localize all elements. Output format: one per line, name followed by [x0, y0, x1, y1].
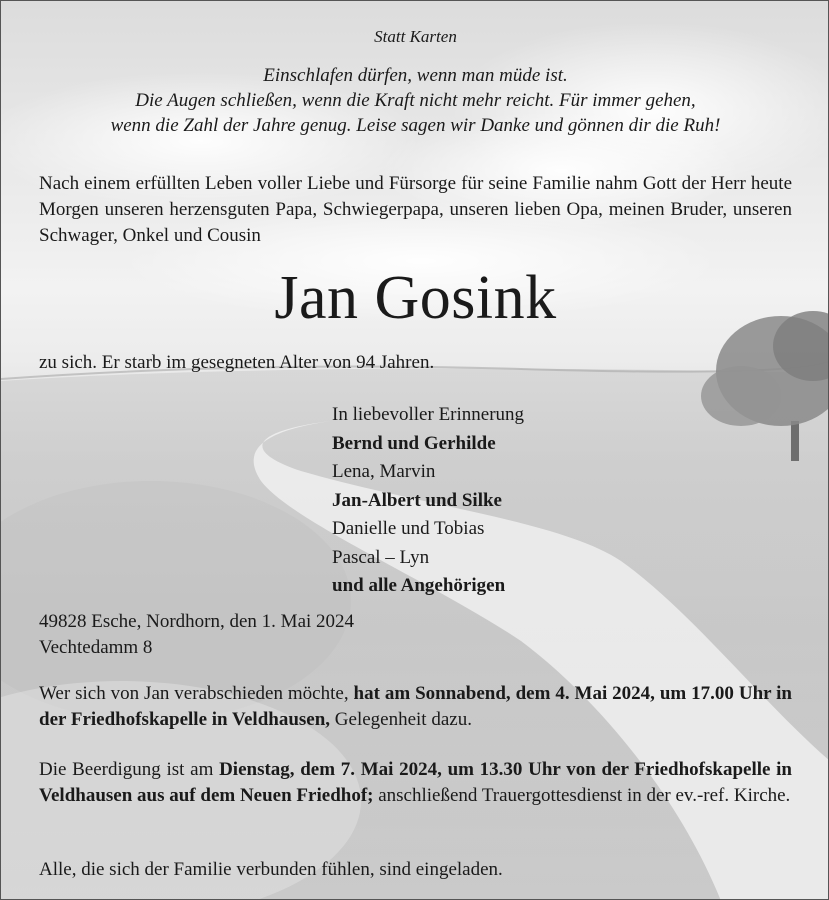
- family-line: Jan-Albert und Silke: [332, 489, 502, 511]
- address-line-1: 49828 Esche, Nordhorn, den 1. Mai 2024: [39, 611, 355, 632]
- closing-line: Alle, die sich der Familie verbunden fühlen, sind eingeladen.: [39, 859, 503, 880]
- age-statement: zu sich. Er starb im gesegneten Alter von 94 Jahren.: [39, 352, 435, 373]
- address-line-2: Vechtedamm 8: [39, 637, 153, 658]
- family-line: Lena, Marvin: [332, 461, 436, 482]
- family-line: In liebevoller Erinnerung: [332, 404, 525, 425]
- intro-paragraph: Nach einem erfüllten Leben voller Liebe und Fürsorge für seine Familie nahm Gott der Herr heute Morgen unseren herzensguten Papa, Schwiegerpapa, unseren lieben Opa, meinen Bruder, unseren Schwager, Onkel und Cousin: [39, 173, 792, 246]
- poem: [1, 63, 829, 138]
- funeral-post: anschließend Trauergottesdienst in der ev.-ref. Kirche.: [378, 785, 791, 806]
- funeral-bold: Dienstag, dem 7. Mai 2024, um 13.30 Uhr von der Friedhofskapelle in Veldhausen aus auf dem Neuen Friedhof;: [39, 759, 792, 806]
- poem-line-3: wenn die Zahl der Jahre genug. Leise sagen wir Danke und gönnen dir die Ruh!: [110, 115, 721, 136]
- farewell-bold: hat am Sonnabend, dem 4. Mai 2024, um 17.00 Uhr in der Friedhofskapelle in Veldhausen,: [39, 683, 792, 730]
- family-line: Pascal – Lyn: [332, 546, 430, 568]
- farewell-paragraph: [39, 681, 792, 733]
- family-list: [332, 401, 524, 601]
- statt-karten: Statt Karten: [374, 27, 457, 46]
- funeral-pre: Die Beerdigung ist am: [39, 759, 214, 780]
- deceased-name: Jan Gosink: [274, 264, 557, 332]
- family-line: Danielle und Tobias: [332, 518, 485, 539]
- farewell-post: Gelegenheit dazu.: [334, 709, 472, 730]
- family-line: und alle Angehörigen: [332, 575, 506, 596]
- funeral-paragraph: [39, 757, 792, 809]
- farewell-pre: Wer sich von Jan verabschieden möchte,: [39, 683, 349, 704]
- family-line: Bernd und Gerhilde: [332, 432, 496, 454]
- poem-line-1: Einschlafen dürfen, wenn man müde ist.: [263, 65, 568, 86]
- poem-line-2: Die Augen schließen, wenn die Kraft nicht mehr reicht. Für immer gehen,: [135, 90, 696, 111]
- address-block: [39, 609, 792, 661]
